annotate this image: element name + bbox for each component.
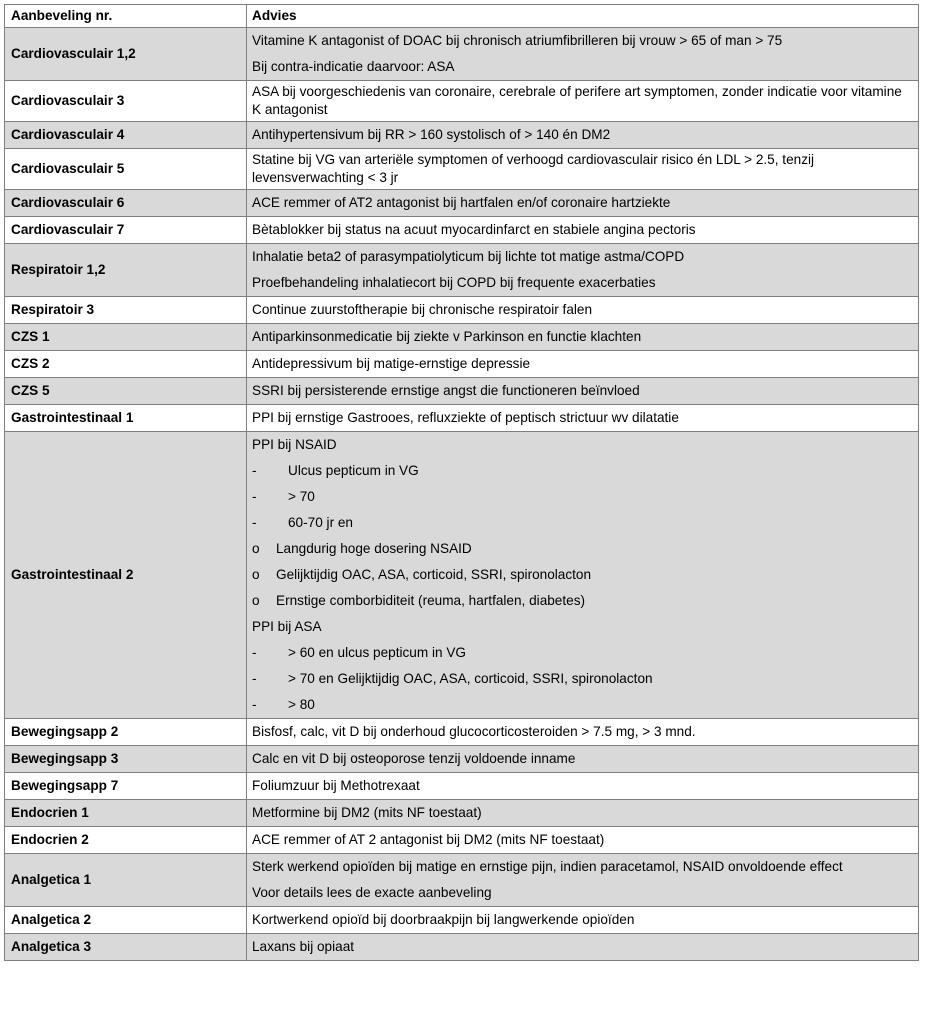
advice-line: ACE remmer of AT2 antagonist bij hartfalen en/of coronaire hartziekte xyxy=(252,195,671,210)
row-key: Bewegingsapp 3 xyxy=(5,746,247,773)
row-advice xyxy=(247,432,919,719)
table-row xyxy=(5,907,919,934)
sub-item-text: Ernstige comborbiditeit (reuma, hartfalen, diabetes) xyxy=(276,593,586,608)
advice-line: PPI bij NSAID xyxy=(252,437,337,452)
advice-line: Continue zuurstoftherapie bij chronische respiratoir falen xyxy=(252,302,593,317)
table-row xyxy=(5,149,919,190)
list-item-text: Ulcus pepticum in VG xyxy=(288,463,419,478)
advice-line: Antihypertensivum bij RR > 160 systolisch of > 140 én DM2 xyxy=(252,127,611,142)
table-row xyxy=(5,217,919,244)
table-row xyxy=(5,934,919,961)
row-advice xyxy=(247,934,919,961)
row-key: Respiratoir 1,2 xyxy=(5,244,247,297)
row-key: Gastrointestinaal 2 xyxy=(5,432,247,719)
recommendations-table xyxy=(4,4,919,961)
advice-list-item xyxy=(252,640,912,666)
row-advice xyxy=(247,351,919,378)
dash-bullet: - xyxy=(252,671,257,686)
row-advice xyxy=(247,149,919,190)
advice-line: Metformine bij DM2 (mits NF toestaat) xyxy=(252,805,482,820)
row-advice xyxy=(247,827,919,854)
row-advice xyxy=(247,244,919,297)
advice-line: SSRI bij persisterende ernstige angst die functioneren beïnvloed xyxy=(252,383,640,398)
header-label-1: Aanbeveling nr. xyxy=(11,8,113,23)
row-advice xyxy=(247,800,919,827)
advice-list-item xyxy=(252,458,912,484)
advice-line: Statine bij VG van arteriële symptomen of verhoogd cardiovasculair risico én LDL > 2.5, tenzij levensverwachting < 3 jr xyxy=(252,152,815,185)
dash-bullet: - xyxy=(252,515,257,530)
sub-item-text: Langdurig hoge dosering NSAID xyxy=(276,541,472,556)
table-row xyxy=(5,800,919,827)
row-advice xyxy=(247,773,919,800)
advice-list-item xyxy=(252,484,912,510)
row-advice xyxy=(247,217,919,244)
advice-sub-item xyxy=(252,562,912,588)
table-row xyxy=(5,405,919,432)
advice-line: PPI bij ernstige Gastrooes, refluxziekte of peptisch strictuur wv dilatatie xyxy=(252,410,679,425)
advice-line: Bij contra-indicatie daarvoor: ASA xyxy=(252,59,455,74)
row-key: Cardiovasculair 3 xyxy=(5,81,247,122)
row-advice xyxy=(247,405,919,432)
list-item-text: > 70 xyxy=(288,489,315,504)
circle-bullet: o xyxy=(252,593,260,608)
row-key: Respiratoir 3 xyxy=(5,297,247,324)
row-key: Endocrien 1 xyxy=(5,800,247,827)
row-advice xyxy=(247,719,919,746)
advice-line: ASA bij voorgeschiedenis van coronaire, cerebrale of perifere art symptomen, zonder indicatie voor vitamine K antagonist xyxy=(252,84,902,117)
advice-line: Antiparkinsonmedicatie bij ziekte v Parkinson en functie klachten xyxy=(252,329,642,344)
header-col-advies xyxy=(247,5,919,28)
table-row xyxy=(5,378,919,405)
row-advice xyxy=(247,297,919,324)
row-key: Cardiovasculair 7 xyxy=(5,217,247,244)
row-advice xyxy=(247,81,919,122)
advice-line: Proefbehandeling inhalatiecort bij COPD bij frequente exacerbaties xyxy=(252,275,656,290)
row-key: Cardiovasculair 5 xyxy=(5,149,247,190)
advice-line: Kortwerkend opioïd bij doorbraakpijn bij langwerkende opioïden xyxy=(252,912,635,927)
row-key: Endocrien 2 xyxy=(5,827,247,854)
advice-line: PPI bij ASA xyxy=(252,619,322,634)
row-key: Gastrointestinaal 1 xyxy=(5,405,247,432)
row-advice xyxy=(247,378,919,405)
advice-line: Sterk werkend opioïden bij matige en ernstige pijn, indien paracetamol, NSAID onvoldoende effect xyxy=(252,859,843,874)
table-row xyxy=(5,244,919,297)
list-item-text: > 70 en Gelijktijdig OAC, ASA, corticoid, SSRI, spironolacton xyxy=(288,671,653,686)
advice-sub-item xyxy=(252,588,912,614)
header-label-2: Advies xyxy=(252,8,297,23)
row-advice xyxy=(247,190,919,217)
dash-bullet: - xyxy=(252,645,257,660)
advice-line: Bisfosf, calc, vit D bij onderhoud glucocorticosteroiden > 7.5 mg, > 3 mnd. xyxy=(252,724,696,739)
row-advice xyxy=(247,122,919,149)
row-key: Bewegingsapp 7 xyxy=(5,773,247,800)
row-advice xyxy=(247,854,919,907)
advice-list-item xyxy=(252,692,912,718)
table-container xyxy=(4,4,918,961)
table-row xyxy=(5,719,919,746)
row-key: CZS 2 xyxy=(5,351,247,378)
row-key: Bewegingsapp 2 xyxy=(5,719,247,746)
table-row xyxy=(5,122,919,149)
list-item-text: 60-70 jr en xyxy=(288,515,353,530)
advice-line: Inhalatie beta2 of parasympatiolyticum bij lichte tot matige astma/COPD xyxy=(252,249,685,264)
dash-bullet: - xyxy=(252,463,257,478)
advice-line: Calc en vit D bij osteoporose tenzij voldoende inname xyxy=(252,751,576,766)
row-advice xyxy=(247,324,919,351)
table-header-row xyxy=(5,5,919,28)
table-row xyxy=(5,854,919,907)
advice-line: Vitamine K antagonist of DOAC bij chronisch atriumfibrilleren bij vrouw > 65 of man > 75 xyxy=(252,33,783,48)
table-row xyxy=(5,190,919,217)
circle-bullet: o xyxy=(252,567,260,582)
advice-line: Laxans bij opiaat xyxy=(252,939,355,954)
table-row xyxy=(5,297,919,324)
row-key: Cardiovasculair 4 xyxy=(5,122,247,149)
circle-bullet: o xyxy=(252,541,260,556)
advice-line: Antidepressivum bij matige-ernstige depressie xyxy=(252,356,531,371)
table-row xyxy=(5,773,919,800)
table-row xyxy=(5,351,919,378)
advice-line: Foliumzuur bij Methotrexaat xyxy=(252,778,420,793)
row-key: Cardiovasculair 6 xyxy=(5,190,247,217)
header-col-aanbeveling xyxy=(5,5,247,28)
table-row-gastrointestinaal-2 xyxy=(5,432,919,719)
list-item-text: > 60 en ulcus pepticum in VG xyxy=(288,645,466,660)
row-key: CZS 5 xyxy=(5,378,247,405)
advice-line: Bètablokker bij status na acuut myocardinfarct en stabiele angina pectoris xyxy=(252,222,696,237)
row-advice xyxy=(247,907,919,934)
table-row xyxy=(5,324,919,351)
row-key: Cardiovasculair 1,2 xyxy=(5,28,247,81)
sub-item-text: Gelijktijdig OAC, ASA, corticoid, SSRI, spironolacton xyxy=(276,567,592,582)
row-key: Analgetica 1 xyxy=(5,854,247,907)
dash-bullet: - xyxy=(252,697,257,712)
advice-list-item xyxy=(252,510,912,536)
row-advice xyxy=(247,746,919,773)
table-row xyxy=(5,81,919,122)
list-item-text: > 80 xyxy=(288,697,315,712)
row-advice xyxy=(247,28,919,81)
row-key: Analgetica 2 xyxy=(5,907,247,934)
advice-line: ACE remmer of AT 2 antagonist bij DM2 (mits NF toestaat) xyxy=(252,832,605,847)
table-row xyxy=(5,746,919,773)
advice-line: Voor details lees de exacte aanbeveling xyxy=(252,885,492,900)
row-key: CZS 1 xyxy=(5,324,247,351)
table-row xyxy=(5,827,919,854)
advice-sub-item xyxy=(252,536,912,562)
table-row xyxy=(5,28,919,81)
dash-bullet: - xyxy=(252,489,257,504)
row-key: Analgetica 3 xyxy=(5,934,247,961)
advice-list-item xyxy=(252,666,912,692)
